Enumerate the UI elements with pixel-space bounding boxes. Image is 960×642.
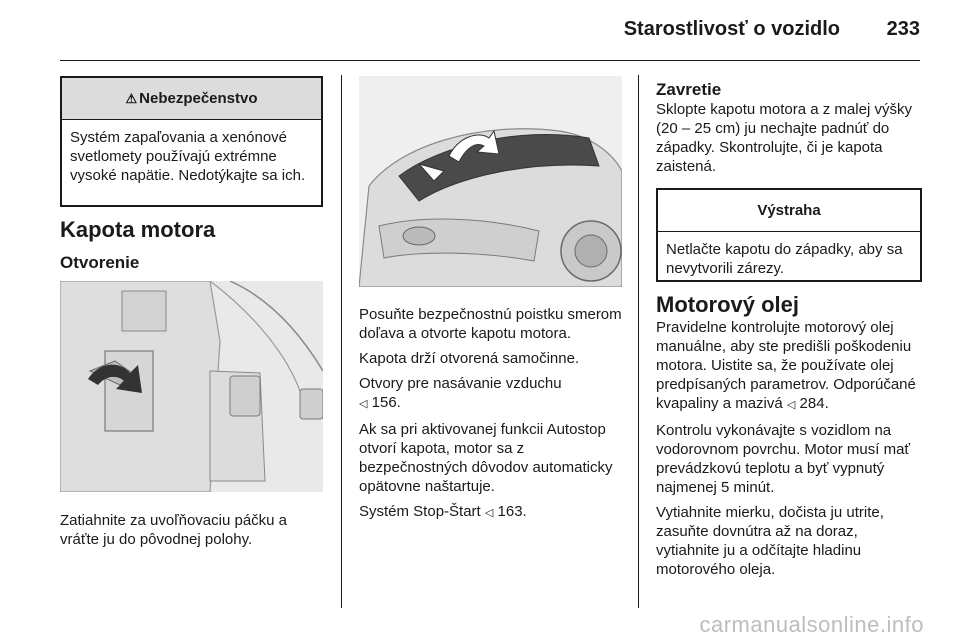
left-caption-block xyxy=(60,511,323,549)
middle-para-3-ref[interactable]: 156. xyxy=(371,394,401,411)
running-header-title: Starostlivosť o vozidlo xyxy=(623,18,840,40)
watermark: carmanualsonline.info xyxy=(699,612,924,637)
section-heading-hood: Kapota motora xyxy=(60,217,216,242)
middle-para-5-ref[interactable]: 163. xyxy=(497,503,527,520)
subheading-closing: Zavretie xyxy=(656,80,722,99)
oil-para-3: Vytiahnite mierku, dočista ju utrite, zasuňte dovnútra až na doraz, vytiahnite ju a odčítajte hladinu motorového oleja. xyxy=(656,504,884,578)
section-heading-engine-oil: Motorový olej xyxy=(656,292,800,317)
warning-triangle-icon: ⚠ xyxy=(125,90,138,106)
danger-box-header xyxy=(62,78,321,120)
release-lever-illustration xyxy=(60,281,323,492)
middle-column xyxy=(359,305,627,523)
middle-para-2: Kapota drží otvorená samočinne. xyxy=(359,350,580,367)
right-column xyxy=(656,79,922,579)
page-reference-arrow-icon: ◁ xyxy=(786,399,796,411)
middle-para-5 xyxy=(359,502,627,523)
oil-para-1 xyxy=(656,318,922,415)
page-number: 233 xyxy=(886,18,920,40)
danger-box xyxy=(60,76,323,207)
middle-para-3 xyxy=(359,374,627,414)
hood-open-illustration xyxy=(359,76,622,287)
column-divider-2 xyxy=(638,75,639,608)
oil-para-2: Kontrolu vykonávajte s vozidlom na vodorovnom povrchu. Motor musí mať prevádzkovú teplotu a byť vypnutý najmenej 5 minút. xyxy=(656,422,911,496)
left-column xyxy=(60,76,323,273)
left-caption: Zatiahnite za uvoľňovaciu páčku a vráťte ju do pôvodnej polohy. xyxy=(60,512,288,548)
column-divider-1 xyxy=(341,75,342,608)
oil-para-1-ref[interactable]: 284. xyxy=(799,395,829,412)
header-rule xyxy=(60,60,920,61)
middle-para-4: Ak sa pri aktivovanej funkcii Autostop otvorí kapota, motor sa z bezpečnostných dôvodov automaticky opätovne naštartuje. xyxy=(359,421,613,495)
danger-text: Systém zapaľovania a xenónové svetlomety používajú extrémne vysoké napätie. Nedotýkajte sa ich. xyxy=(70,129,306,184)
page-reference-arrow-icon: ◁ xyxy=(359,398,368,410)
closing-text: Sklopte kapotu motora a z malej výšky (20 – 25 cm) ju nechajte padnúť do západky. Skontrolujte, či je kapota zaistená. xyxy=(656,101,912,175)
middle-para-5-text: Systém Stop-Štart xyxy=(359,503,481,520)
warning-box-header: Výstraha xyxy=(658,190,920,232)
oil-para-1-text: Pravidelne kontrolujte motorový olej manuálne, aby ste predišli poškodeniu motora. Uistite sa, že používate olej predpísaných parametrov. Odporúčané kvapaliny a mazivá xyxy=(656,319,916,412)
warning-text: Netlačte kapotu do západky, aby sa nevytvorili zárezy. xyxy=(666,241,903,277)
middle-para-1: Posuňte bezpečnostnú poistku smerom doľava a otvorte kapotu motora. xyxy=(359,306,622,342)
page-reference-arrow-icon: ◁ xyxy=(484,507,494,519)
warning-box xyxy=(656,188,922,282)
middle-para-3-text: Otvory pre nasávanie vzduchu xyxy=(359,375,562,392)
subheading-opening: Otvorenie xyxy=(60,253,140,272)
danger-title: Nebezpečenstvo xyxy=(139,90,258,107)
